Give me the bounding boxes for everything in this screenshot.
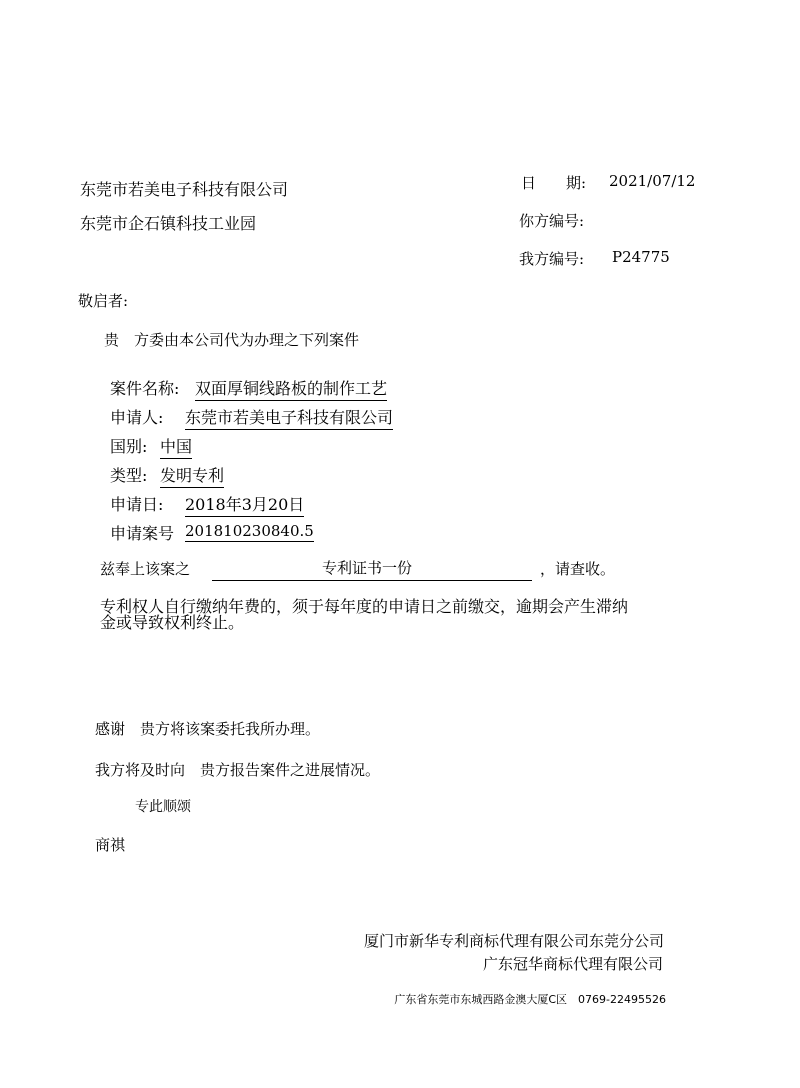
thanks-text: 感谢 贵方将该案委托我所办理。: [95, 720, 321, 738]
closing-text: 专此顺颂: [135, 799, 191, 815]
our-ref-value: P24775: [612, 248, 670, 266]
sender-firm-1: 厦门市新华专利商标代理有限公司东莞分公司: [363, 932, 664, 950]
filing-date-value: 2018年3月20日: [185, 492, 304, 517]
date-label: 日 期:: [521, 174, 587, 192]
enclosure-prefix: 兹奉上该案之: [100, 560, 191, 578]
applicant-label: 申请人:: [110, 408, 164, 427]
intro-text: 贵 方委由本公司代为办理之下列案件: [104, 331, 360, 349]
type-label: 类型:: [110, 466, 148, 485]
notice-line-1: 专利权人自行缴纳年费的，须于每年度的申请日之前缴交，逾期会产生滞纳: [100, 597, 629, 616]
filing-date-label: 申请日:: [110, 495, 164, 514]
enclosure-suffix: ，请查收。: [540, 560, 616, 578]
recipient-company: 东莞市若美电子科技有限公司: [80, 180, 289, 199]
case-name-value: 双面厚铜线路板的制作工艺: [195, 376, 387, 401]
country-label: 国别:: [110, 437, 148, 456]
recipient-address: 东莞市企石镇科技工业园: [80, 214, 257, 233]
applicant-value: 东莞市若美电子科技有限公司: [185, 405, 393, 430]
salutation: 敬启者:: [78, 292, 129, 310]
date-value: 2021/07/12: [609, 172, 696, 190]
notice-line-2: 金或导致权利终止。: [100, 613, 245, 632]
type-value: 发明专利: [160, 463, 224, 488]
app-no-value: 201810230840.5: [185, 522, 314, 540]
followup-text: 我方将及时向 贵方报告案件之进展情况。: [95, 761, 381, 779]
app-no-label: 申请案号: [110, 524, 175, 543]
enclosure-item: 专利证书一份: [322, 559, 413, 577]
our-ref-label: 我方编号:: [519, 250, 585, 268]
country-value: 中国: [160, 434, 192, 459]
sender-firm-2: 广东冠华商标代理有限公司: [482, 955, 663, 973]
your-ref-label: 你方编号:: [519, 212, 585, 230]
sender-contact: 广东省东莞市东城西路金澳大厦C区 0769-22495526: [394, 993, 666, 1006]
case-name-label: 案件名称:: [110, 379, 180, 398]
enclosure-underline: [212, 580, 532, 581]
closing-regards: 商祺: [95, 836, 126, 854]
